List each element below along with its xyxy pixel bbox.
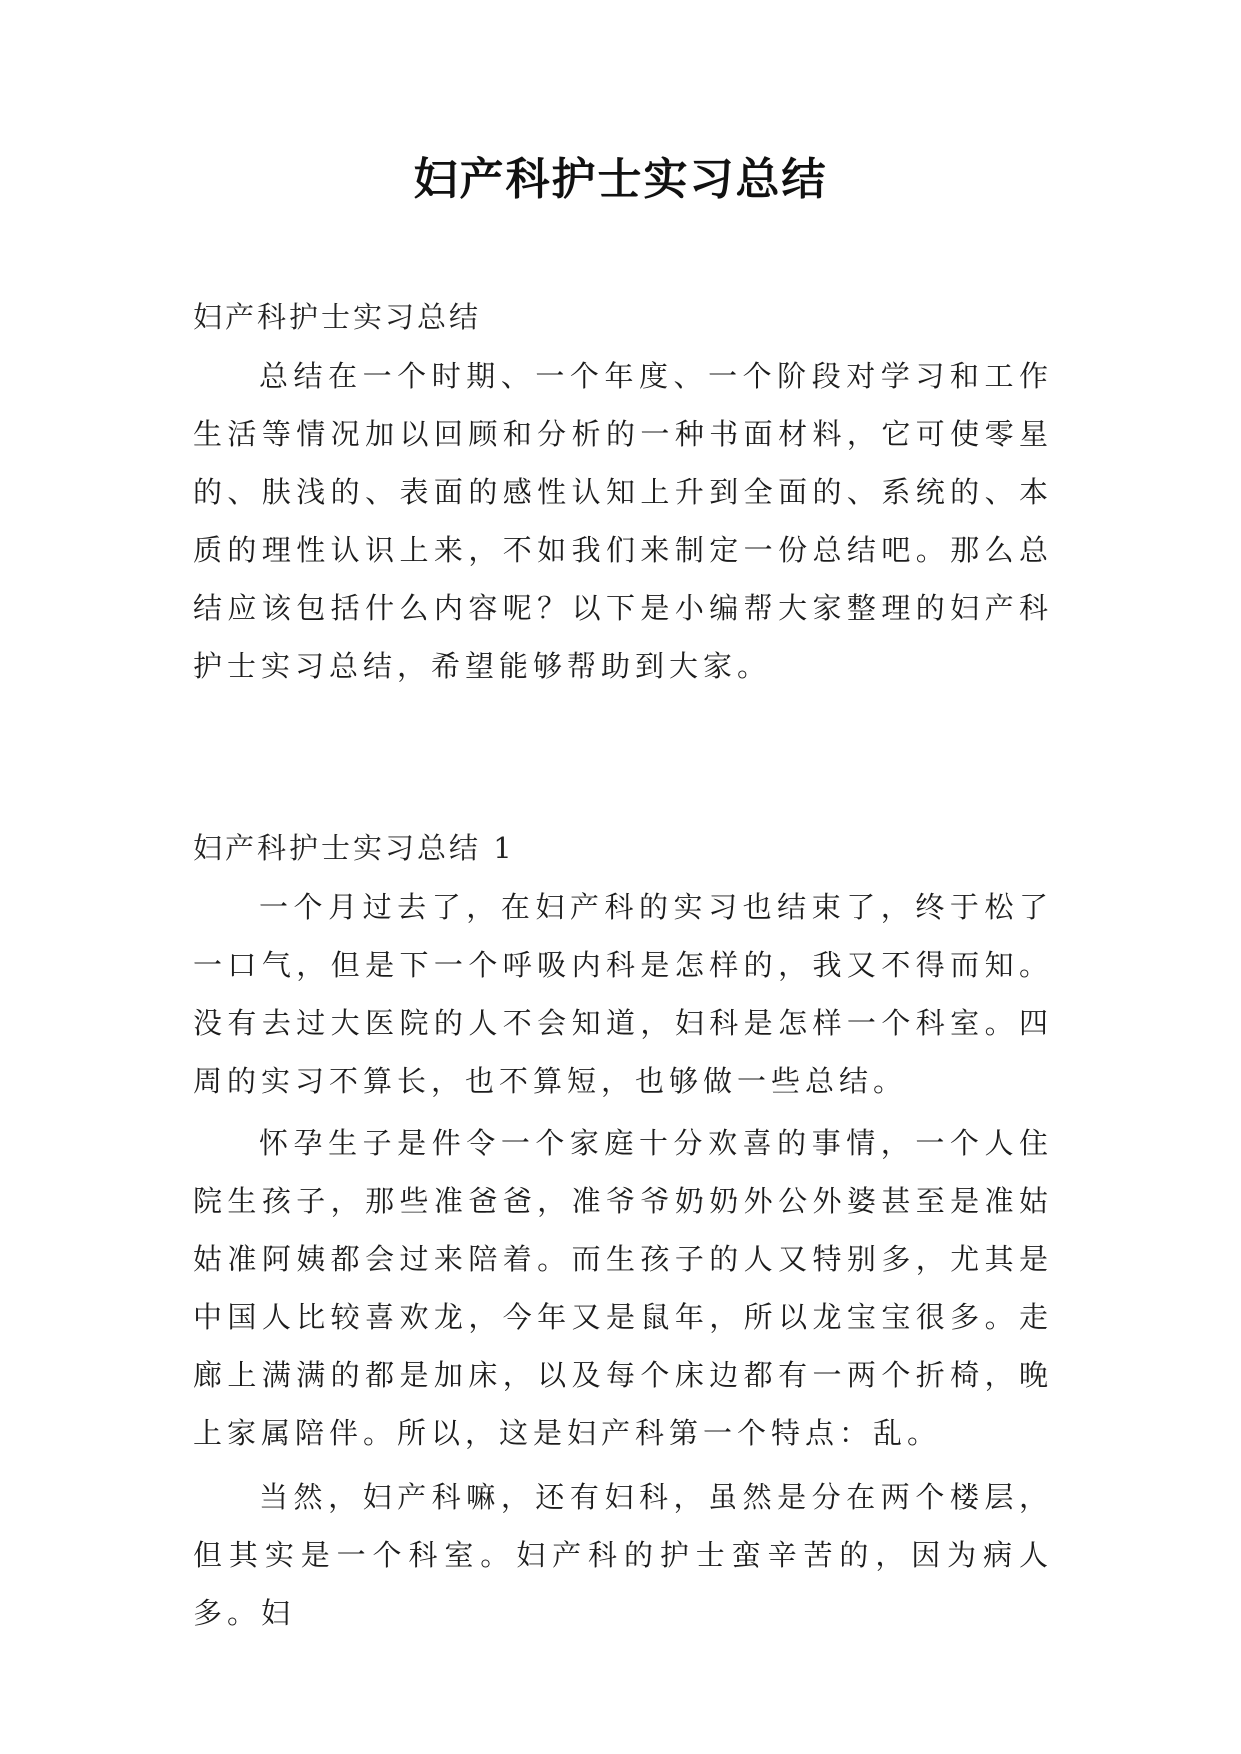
section-1-paragraph-1: 一个月过去了，在妇产科的实习也结束了，终于松了一口气，但是下一个呼吸内科是怎样的，我又不得而知。没有去过大医院的人不会知道，妇科是怎样一个科室。四周的实习不算长，也不算短，也够做一些总结。 xyxy=(193,890,1053,1098)
intro-heading: 妇产科护士实习总结 xyxy=(193,300,482,334)
section-1-paragraph-2: 怀孕生子是件令一个家庭十分欢喜的事情，一个人住院生孩子，那些准爸爸，准爷爷奶奶外公外婆甚至是准姑姑准阿姨都会过来陪着。而生孩子的人又特别多，尤其是中国人比较喜欢龙，今年又是鼠年，所以龙宝宝很多。走廊上满满的都是加床，以及每个床边都有一两个折椅，晚上家属陪伴。所以，这是妇产科第一个特点：乱。 xyxy=(193,1126,1053,1450)
section-1-paragraph-3: 当然，妇产科嘛，还有妇科，虽然是分在两个楼层，但其实是一个科室。妇产科的护士蛮辛苦的，因为病人多。妇 xyxy=(193,1480,1053,1630)
intro-paragraph: 总结在一个时期、一个年度、一个阶段对学习和工作生活等情况加以回顾和分析的一种书面材料，它可使零星的、肤浅的、表面的感性认知上升到全面的、系统的、本质的理性认识上来，不如我们来制定一份总结吧。那么总结应该包括什么内容呢？以下是小编帮大家整理的妇产科护士实习总结，希望能够帮助到大家。 xyxy=(193,359,1053,683)
document-title: 妇产科护士实习总结 xyxy=(413,154,828,205)
section-1-heading: 妇产科护士实习总结 1 xyxy=(193,831,515,865)
